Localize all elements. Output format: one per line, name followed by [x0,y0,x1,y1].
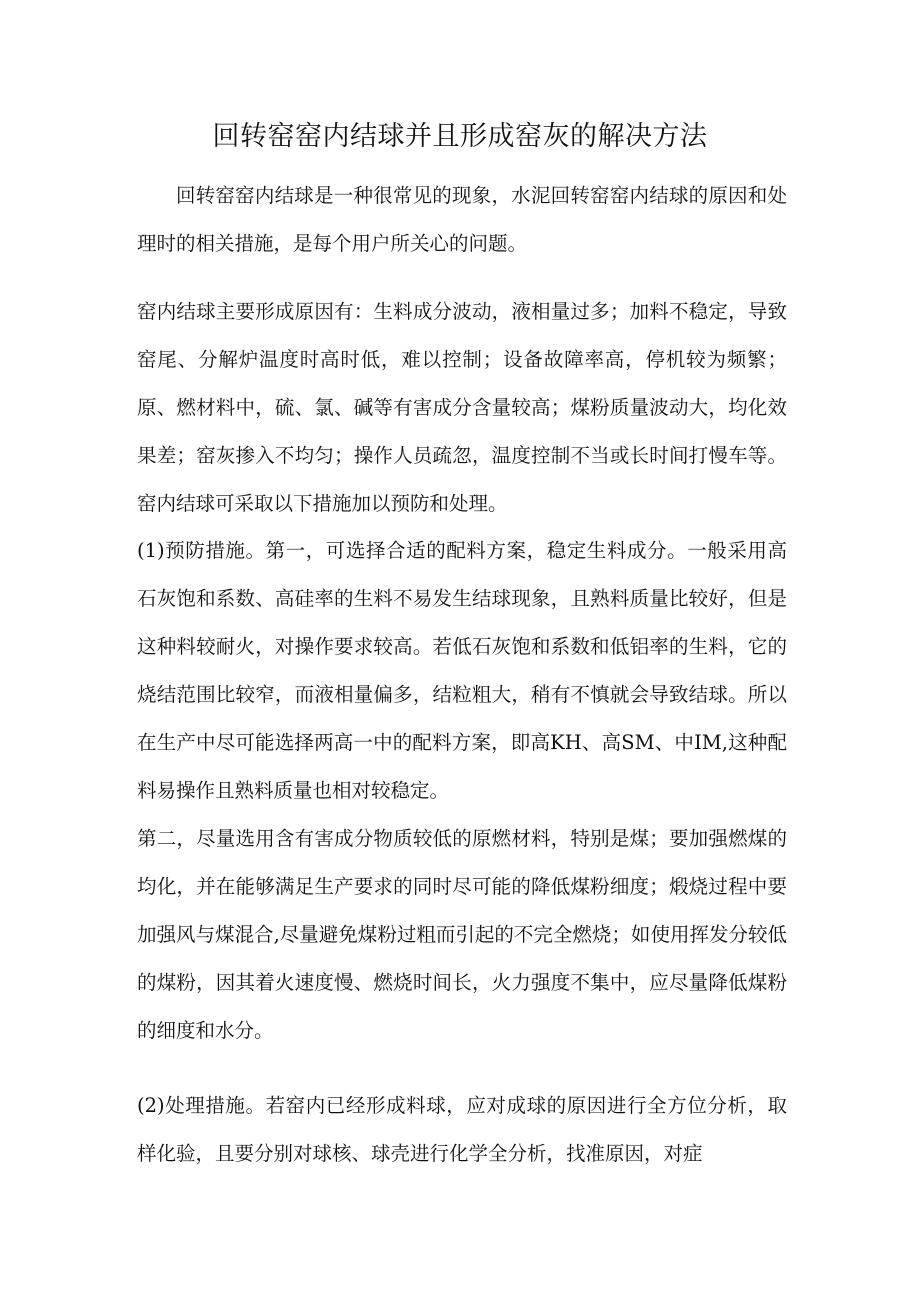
document-title: 回转窑窑内结球并且形成窑灰的解决方法 [212,121,708,152]
paragraph-prevention-measures: (1)预防措施。第一，可选择合适的配料方案，稳定生料成分。一般采用高石灰饱和系数、高硅率的生料不易发生结球现象，且熟料质量比较好，但是这种料较耐火，对操作要求较高。若低石灰饱和系数和低铝率的生料，它的烧结范围比较窄，而液相量偏多，结粒粗大，稍有不慎就会导致结球。所以在生产中尽可能选择两高一中的配料方案，即高KH、高SM、中IM,这种配料易操作且熟料质量也相对较稳定。 [137,539,787,802]
paragraph-treatment-measures: (2)处理措施。若窑内已经形成料球，应对成球的原因进行全方位分析，取样化验，且要分别对球核、球壳进行化学全分析，找准原因，对症 [137,1094,787,1165]
paragraph-second-measure: 第二，尽量选用含有害成分物质较低的原燃材料，特别是煤；要加强燃煤的均化，并在能够满足生产要求的同时尽可能的降低煤粉细度；煅烧过程中要加强风与煤混合,尽量避免煤粉过粗而引起的不完全燃烧；如使用挥发分较低的煤粉，因其着火速度慢、燃烧时间长，火力强度不集中，应尽量降低煤粉的细度和水分。 [137,827,787,1042]
paragraph-intro: 回转窑窑内结球是一种很常见的现象，水泥回转窑窑内结球的原因和处理时的相关措施，是每个用户所关心的问题。 [137,184,787,255]
paragraph-causes: 窑内结球主要形成原因有：生料成分波动，液相量过多；加料不稳定，导致窑尾、分解炉温度时高时低，难以控制；设备故障率高，停机较为频繁；原、燃材料中，硫、氯、碱等有害成分含量较高；煤粉质量波动大，均化效果差；窑灰掺入不均匀；操作人员疏忽，温度控制不当或长时间打慢车等。窑内结球可采取以下措施加以预防和处理。 [137,300,787,515]
